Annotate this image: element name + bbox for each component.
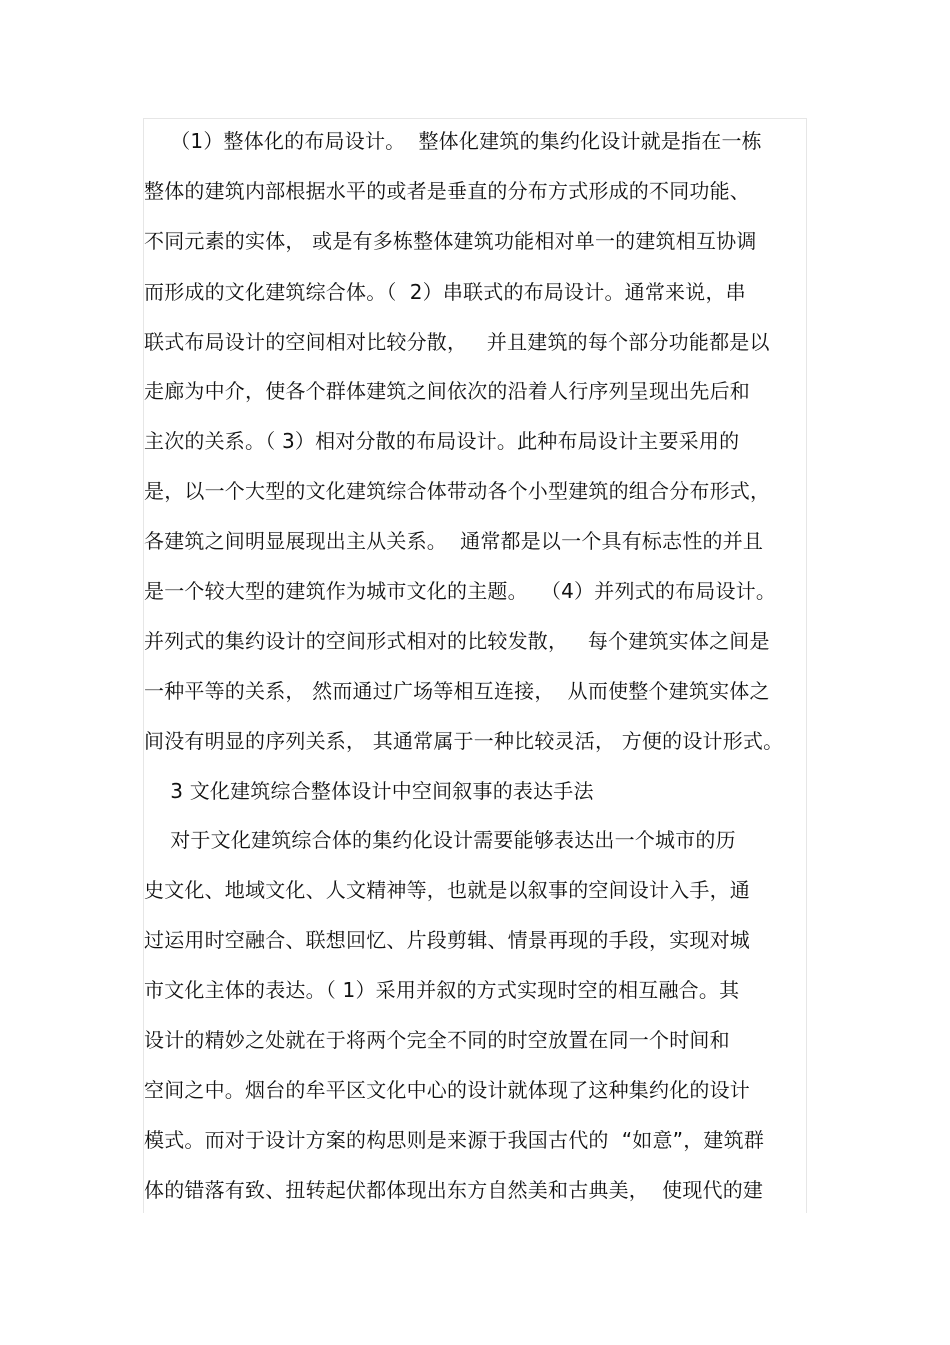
text-line: 过运用时空融合、联想回忆、片段剪辑、情景再现的手段，实现对城 [144,928,750,952]
text-line: 间没有明显的序列关系， 其通常属于一种比较灵活， 方便的设计形式。 [144,729,784,753]
text-line: 体的错落有致、扭转起伏都体现出东方自然美和古典美， 使现代的建 [144,1178,764,1202]
text-line: （1）整体化的布局设计。 整体化建筑的集约化设计就是指在一栋 [144,129,762,153]
text-line: 一种平等的关系， 然而通过广场等相互连接， 从而使整个建筑实体之 [144,679,770,703]
text-line: 模式。而对于设计方案的构思则是来源于我国古代的 “如意”，建筑群 [144,1128,765,1152]
text-line: 不同元素的实体， 或是有多栋整体建筑功能相对单一的建筑相互协调 [144,229,757,253]
text-line: 市文化主体的表达。（ 1）采用并叙的方式实现时空的相互融合。其 [144,978,740,1002]
text-line: 空间之中。烟台的牟平区文化中心的设计就体现了这种集约化的设计 [144,1078,750,1102]
text-line: 而形成的文化建筑综合体。（ 2）串联式的布局设计。通常来说，串 [144,280,746,304]
text-line: 主次的关系。（ 3）相对分散的布局设计。此种布局设计主要采用的 [144,429,740,453]
section-heading: 3 文化建筑综合整体设计中空间叙事的表达手法 [144,779,594,803]
text-line: 各建筑之间明显展现出主从关系。 通常都是以一个具有标志性的并且 [144,529,764,553]
text-line: 走廊为中介，使各个群体建筑之间依次的沿着人行序列呈现出先后和 [144,379,750,403]
text-line: 史文化、地域文化、人文精神等，也就是以叙事的空间设计入手，通 [144,878,750,902]
text-line: 对于文化建筑综合体的集约化设计需要能够表达出一个城市的历 [144,828,736,852]
text-line: 设计的精妙之处就在于将两个完全不同的时空放置在同一个时间和 [144,1028,730,1052]
text-line: 并列式的集约设计的空间形式相对的比较发散， 每个建筑实体之间是 [144,629,770,653]
text-line: 是，以一个大型的文化建筑综合体带动各个小型建筑的组合分布形式， [144,479,771,503]
text-line: 是一个较大型的建筑作为城市文化的主题。 （4）并列式的布局设计。 [144,579,777,603]
text-line: 整体的建筑内部根据水平的或者是垂直的分布方式形成的不同功能、 [144,179,750,203]
text-line: 联式布局设计的空间相对比较分散， 并且建筑的每个部分功能都是以 [144,330,770,354]
